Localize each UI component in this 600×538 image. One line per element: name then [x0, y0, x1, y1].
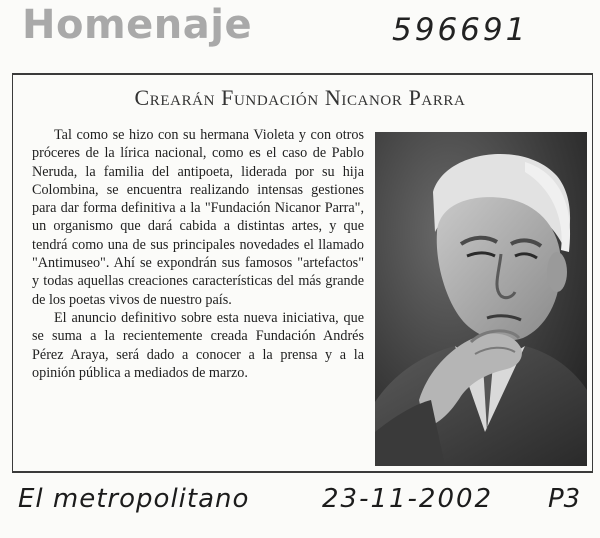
portrait-photo [375, 132, 587, 466]
top-border [12, 73, 593, 75]
article-body [32, 126, 364, 382]
handwritten-page-number: P3 [548, 484, 581, 514]
handwritten-archive-code: 596691 [392, 12, 529, 48]
left-border [12, 73, 13, 471]
article-paragraph-1: Tal como se hizo con su hermana Violeta y con otros próceres de la lírica nacional, como es el caso de Pablo Neruda, la familia del antipoeta, liderada por su hija Colombina, se encuentra realizando intensas gestiones para dar forma definitiva a la "Fundación Nicanor Parra", un organismo que dará cabida a distintas artes, y que tendrá como una de sus principales novedades el llamado "Antimuseo". Ahí se expondrán sus famosos "artefactos" y todas aquellas creaciones características del más grande de los poetas vivos de nuestro país. [32, 127, 364, 308]
article-headline: Crearán Fundación Nicanor Parra [134, 85, 466, 110]
handwritten-source-name: El metropolitano [18, 484, 250, 514]
right-border [592, 73, 593, 471]
handwritten-date: 23-11-2002 [322, 484, 494, 514]
bottom-border [12, 471, 593, 473]
section-heading: Homenaje [22, 2, 253, 48]
article-paragraph-2: El anuncio definitivo sobre esta nueva iniciativa, que se suma a la recientemente creada Fundación Andrés Pérez Araya, será dado a conocer a la prensa y a la opinión pública a mediados de marzo. [32, 309, 364, 381]
portrait-photo-illustration [375, 132, 587, 466]
